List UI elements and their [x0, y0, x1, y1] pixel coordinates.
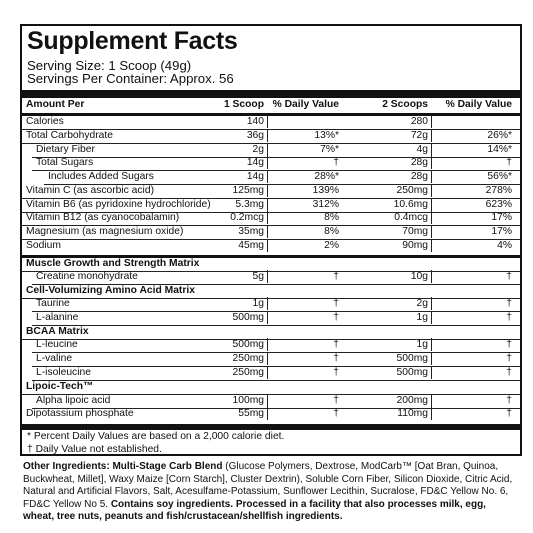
dv-2-scoops: †	[506, 408, 512, 419]
amount-1-scoop: 500mg	[232, 312, 264, 323]
dv-1-scoop: 8%	[324, 226, 339, 237]
amount-2-scoops: 28g	[410, 171, 428, 182]
column-rule	[431, 143, 432, 156]
column-rule	[267, 311, 268, 324]
panel-title: Supplement Facts	[27, 27, 238, 55]
nutrient-label: Total Carbohydrate	[26, 130, 114, 141]
dv-2-scoops: 17%	[491, 226, 512, 237]
amount-2-scoops: 72g	[410, 130, 428, 141]
dv-2-scoops: 17%	[491, 212, 512, 223]
header-col-dv-2: % Daily Value	[445, 99, 512, 110]
dv-1-scoop: 8%	[324, 212, 339, 223]
column-rule	[267, 211, 268, 224]
nutrient-label: Sodium	[26, 240, 61, 251]
column-rule	[267, 184, 268, 197]
column-rule	[267, 270, 268, 283]
column-rule	[267, 198, 268, 211]
column-rule	[267, 225, 268, 238]
amount-1-scoop: 100mg	[232, 395, 264, 406]
dv-2-scoops: 26%*	[487, 130, 512, 141]
column-rule	[431, 297, 432, 310]
nutrient-label: Magnesium (as magnesium oxide)	[26, 226, 184, 237]
amount-1-scoop: 250mg	[232, 367, 264, 378]
nutrient-label: L-valine	[36, 353, 73, 364]
row-rule	[32, 380, 520, 381]
dv-1-scoop: †	[333, 312, 339, 323]
column-rule	[431, 115, 432, 128]
column-rule	[267, 366, 268, 379]
matrix-heading: Lipoic-Tech™	[26, 381, 94, 392]
carb-blend-name: Multi-Stage Carb Blend	[112, 461, 223, 472]
dv-1-scoop: †	[333, 353, 339, 364]
column-rule	[267, 352, 268, 365]
amount-1-scoop: 45mg	[238, 240, 264, 251]
dv-2-scoops: †	[506, 271, 512, 282]
amount-1-scoop: 5.3mg	[235, 199, 264, 210]
amount-2-scoops: 0.4mcg	[394, 212, 428, 223]
nutrient-label: Calories	[26, 116, 64, 127]
nutrient-label: Includes Added Sugars	[48, 171, 154, 182]
column-rule	[267, 297, 268, 310]
column-rule	[267, 156, 268, 169]
amount-1-scoop: 140	[246, 116, 264, 127]
other-ingredients-list: (Glucose Polymers, Dextrose, ModCarb™ [Oat Bran, Quinoa, Buckwheat, Millet], Waxy Maize [Corn Starch], Cluster Dextrin), Soluble Corn Fiber, Silicon Dioxide, Citric Acid, Natural and Artificial Flavors, Salt, Acesulfame-Potassium, Sunflower Lecithin, Sucralose, FD&C Yellow No. 6, FD&C Yellow No 5.	[23, 461, 513, 510]
dv-1-scoop: 2%	[324, 240, 339, 251]
dv-1-scoop: 13%*	[314, 130, 339, 141]
matrix-heading: BCAA Matrix	[26, 326, 89, 337]
nutrient-label: L-alanine	[36, 312, 79, 323]
column-rule	[431, 184, 432, 197]
serving-size: Serving Size: 1 Scoop (49g)	[27, 58, 192, 73]
dv-2-scoops: †	[506, 157, 512, 168]
column-rule	[267, 394, 268, 407]
amount-1-scoop: 35mg	[238, 226, 264, 237]
nutrient-label: Total Sugars	[36, 157, 94, 168]
column-rule	[431, 129, 432, 142]
amount-2-scoops: 500mg	[396, 367, 428, 378]
column-rule	[431, 311, 432, 324]
dv-2-scoops: 278%	[485, 185, 512, 196]
footnote-dagger: † Daily Value not established.	[27, 444, 162, 455]
amount-2-scoops: 1g	[416, 312, 428, 323]
header-col-2-scoops: 2 Scoops	[382, 99, 428, 110]
column-rule	[431, 211, 432, 224]
column-rule	[267, 338, 268, 351]
amount-1-scoop: 250mg	[232, 353, 264, 364]
footnote-percent: * Percent Daily Values are based on a 2,000 calorie diet.	[27, 431, 285, 442]
nutrient-label: Vitamin B12 (as cyanocobalamin)	[26, 212, 180, 223]
other-ingredients-label: Other Ingredients:	[23, 461, 110, 472]
dv-1-scoop: 7%*	[320, 144, 339, 155]
matrix-heading: Cell-Volumizing Amino Acid Matrix	[26, 285, 195, 296]
dv-2-scoops: †	[506, 339, 512, 350]
nutrient-label: Vitamin B6 (as pyridoxine hydrochloride)	[26, 199, 211, 210]
other-ingredients	[23, 461, 519, 524]
thick-divider-bottom	[22, 424, 520, 430]
dv-1-scoop: 312%	[312, 199, 339, 210]
column-rule	[267, 129, 268, 142]
column-rule	[431, 366, 432, 379]
nutrient-label: L-isoleucine	[36, 367, 91, 378]
amount-2-scoops: 250mg	[396, 185, 428, 196]
dv-2-scoops: †	[506, 312, 512, 323]
amount-1-scoop: 14g	[246, 157, 264, 168]
amount-2-scoops: 200mg	[396, 395, 428, 406]
column-rule	[267, 170, 268, 183]
column-rule	[267, 143, 268, 156]
matrix-heading: Muscle Growth and Strength Matrix	[26, 258, 200, 269]
dv-2-scoops: †	[506, 367, 512, 378]
dv-2-scoops: †	[506, 395, 512, 406]
header-divider	[22, 113, 520, 116]
allergen-statement: Contains soy ingredients. Processed in a facility that also processes milk, egg, wheat, tree nuts, peanuts and fish/crustacean/shellfish ingredients.	[23, 498, 486, 523]
nutrient-label: Vitamin C (as ascorbic acid)	[26, 185, 154, 196]
supplement-facts-panel	[20, 24, 522, 456]
amount-2-scoops: 110mg	[397, 408, 428, 419]
amount-1-scoop: 2g	[252, 144, 264, 155]
header-col-dv-1: % Daily Value	[272, 99, 339, 110]
amount-1-scoop: 500mg	[232, 339, 264, 350]
amount-2-scoops: 2g	[416, 298, 428, 309]
amount-1-scoop: 0.2mcg	[230, 212, 264, 223]
dv-1-scoop: †	[333, 271, 339, 282]
column-rule	[431, 407, 432, 420]
column-rule	[431, 225, 432, 238]
servings-per-container: Servings Per Container: Approx. 56	[27, 71, 234, 86]
dv-2-scoops: †	[506, 298, 512, 309]
amount-2-scoops: 1g	[416, 339, 428, 350]
dv-1-scoop: †	[333, 395, 339, 406]
amount-1-scoop: 55mg	[238, 408, 264, 419]
column-rule	[267, 239, 268, 252]
nutrient-label: Dipotassium phosphate	[26, 408, 134, 419]
column-rule	[431, 338, 432, 351]
amount-2-scoops: 10.6mg	[393, 199, 428, 210]
amount-2-scoops: 70mg	[402, 226, 428, 237]
nutrient-label: L-leucine	[36, 339, 78, 350]
amount-2-scoops: 500mg	[396, 353, 428, 364]
nutrient-label: Dietary Fiber	[36, 144, 95, 155]
amount-1-scoop: 14g	[246, 171, 264, 182]
nutrient-label: Creatine monohydrate	[36, 271, 138, 282]
amount-2-scoops: 280	[410, 116, 428, 127]
header-col-1-scoop: 1 Scoop	[223, 99, 264, 110]
header-amount-per: Amount Per	[26, 99, 85, 110]
column-rule	[267, 115, 268, 128]
column-rule	[431, 352, 432, 365]
amount-1-scoop: 36g	[246, 130, 264, 141]
amount-1-scoop: 125mg	[232, 185, 264, 196]
column-rule	[431, 198, 432, 211]
dv-1-scoop: 28%*	[314, 171, 339, 182]
dv-2-scoops: 623%	[485, 199, 512, 210]
nutrient-label: Taurine	[36, 298, 70, 309]
column-rule	[431, 239, 432, 252]
column-rule	[431, 394, 432, 407]
row-rule	[32, 325, 520, 326]
dv-2-scoops: 4%	[497, 240, 512, 251]
amount-2-scoops: 4g	[416, 144, 428, 155]
column-rule	[431, 156, 432, 169]
dv-1-scoop: †	[333, 408, 339, 419]
dv-1-scoop: †	[333, 367, 339, 378]
column-rule	[431, 270, 432, 283]
dv-2-scoops: 56%*	[487, 171, 512, 182]
nutrient-label: Alpha lipoic acid	[36, 395, 111, 406]
amount-2-scoops: 10g	[410, 271, 428, 282]
column-rule	[431, 170, 432, 183]
dv-2-scoops: †	[506, 353, 512, 364]
dv-1-scoop: †	[333, 298, 339, 309]
amount-1-scoop: 5g	[252, 271, 264, 282]
dv-2-scoops: 14%*	[487, 144, 512, 155]
thick-divider-top	[22, 90, 520, 98]
dv-1-scoop: †	[333, 157, 339, 168]
dv-1-scoop: 139%	[312, 185, 339, 196]
amount-2-scoops: 28g	[410, 157, 428, 168]
amount-1-scoop: 1g	[252, 298, 264, 309]
column-rule	[267, 407, 268, 420]
amount-2-scoops: 90mg	[402, 240, 428, 251]
dv-1-scoop: †	[333, 339, 339, 350]
